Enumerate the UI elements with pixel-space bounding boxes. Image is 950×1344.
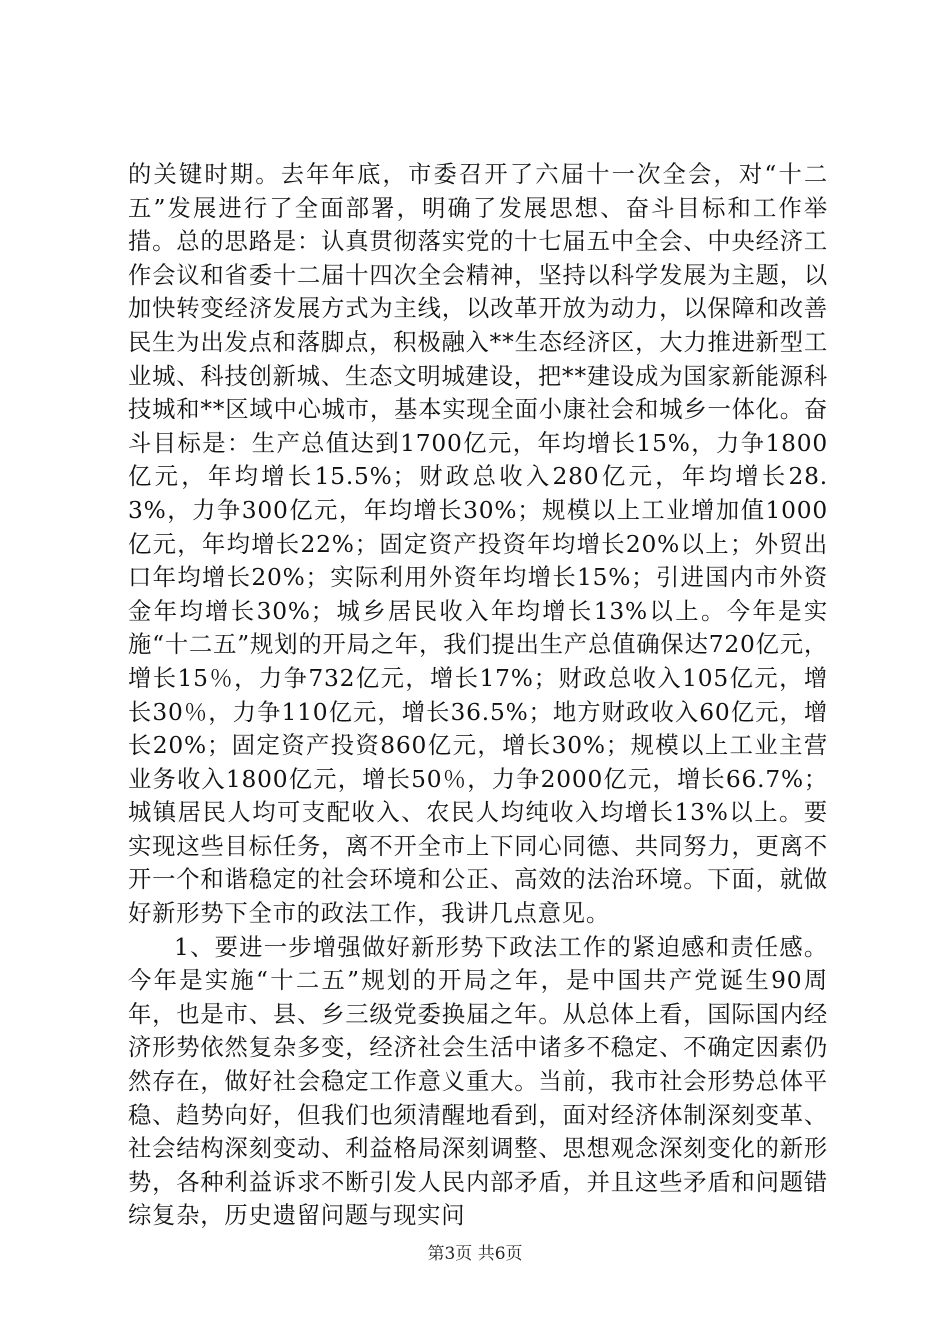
paragraph-continuation: 的关键时期。去年年底，市委召开了六届十一次全会，对“十二五”发展进行了全面部署，明确了发展思想、奋斗目标和工作举措。总的思路是：认真贯彻落实党的十七届五中全会、中央经济工作会议和省委十二届十四次全会精神，坚持以科学发展为主题，以加快转变经济发展方式为主线，以改革开放为动力，以保障和改善民生为出发点和落脚点，积极融入**生态经济区，大力推进新型工业城、科技创新城、生态文明城建设，把**建设成为国家新能源科技城和**区域中心城市，基本实现全面小康社会和城乡一体化。奋斗目标是：生产总值达到1700亿元，年均增长15%，力争1800亿元，年均增长15.5%；财政总收入280亿元，年均增长28.3%，力争300亿元，年均增长30%；规模以上工业增加值1000亿元，年均增长22%；固定资产投资年均增长20%以上；外贸出口年均增长20%；实际利用外资年均增长15%；引进国内市外资金年均增长30%；城乡居民收入年均增长13%以上。今年是实施“十二五”规划的开局之年，我们提出生产总值确保达720亿元，增长15％，力争732亿元，增长17%；财政总收入105亿元，增长30％，力争110亿元，增长36.5%；地方财政收入60亿元，增长20%；固定资产投资860亿元，增长30%；规模以上工业主营业务收入1800亿元，增长50％，力争2000亿元，增长66.7%；城镇居民人均可支配收入、农民人均纯收入均增长13%以上。要实现这些目标任务，离不开全市上下同心同德、共同努力，更离不开一个和谐稳定的社会环境和公正、高效的法治环境。下面，就做好新形势下全市的政法工作，我讲几点意见。 (128, 161, 828, 928)
paragraph-section-1: 1、要进一步增强做好新形势下政法工作的紧迫感和责任感。今年是实施“十二五”规划的开局之年，是中国共产党诞生90周年，也是市、县、乡三级党委换届之年。从总体上看，国际国内经济形势依然复杂多变，经济社会生活中诸多不稳定、不确定因素仍然存在，做好社会稳定工作意义重大。当前，我市社会形势总体平稳、趋势向好，但我们也须清醒地看到，面对经济体制深刻变革、社会结构深刻变动、利益格局深刻调整、思想观念深刻变化的新形势，各种利益诉求不断引发人民内部矛盾，并且这些矛盾和问题错综复杂，历史遗留问题与现实问 (128, 933, 828, 1230)
page-footer (0, 1244, 950, 1264)
page-number: 第3页 共6页 (427, 1244, 523, 1264)
document-body (128, 158, 828, 1233)
